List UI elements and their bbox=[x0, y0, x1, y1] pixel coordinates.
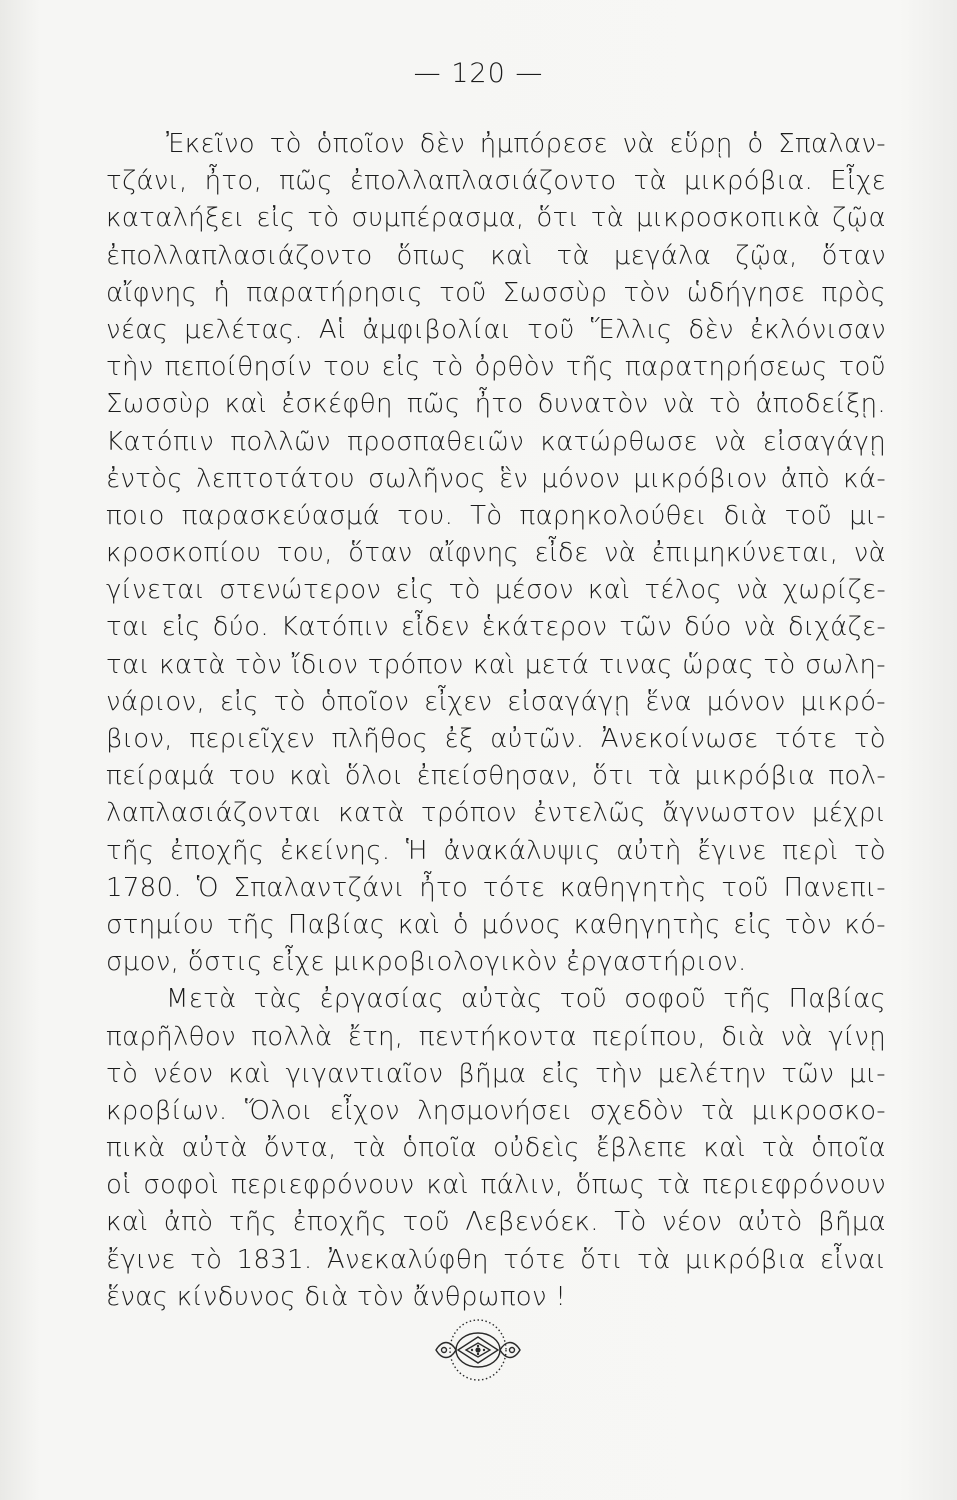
text-line: Σωσσὺρ καὶ ἐσκέφθη πῶς ἦτο δυνατὸν νὰ τὸ ἀποδείξῃ. bbox=[106, 389, 886, 420]
text-line: ἕνας κίνδυνος διὰ τὸν ἄνθρωπον ! bbox=[106, 1281, 567, 1312]
text-line: γίνεται στενώτερον εἰς τὸ μέσον καὶ τέλος νὰ χωρίζε- bbox=[106, 575, 886, 606]
text-line: πείραμά του καὶ ὅλοι ἐπείσθησαν, ὅτι τὰ μικρόβια πολ- bbox=[106, 761, 886, 792]
page-number: — 120 — bbox=[413, 58, 544, 89]
text-line: ται εἰς δύο. Κατόπιν εἶδεν ἑκάτερον τῶν δύο νὰ διχάζε- bbox=[106, 612, 886, 643]
text-line: Κατόπιν πολλῶν προσπαθειῶν κατώρθωσε νὰ εἰσαγάγῃ bbox=[106, 426, 886, 457]
text-line: 1780. Ὁ Σπαλαντζάνι ἦτο τότε καθηγητὴς τοῦ Πανεπι- bbox=[106, 872, 886, 903]
text-line: κροβίων. Ὅλοι εἶχον λησμονήσει σχεδὸν τὰ μικροσκο- bbox=[106, 1095, 886, 1126]
text-line: τὸ νέον καὶ γιγαντιαῖον βῆμα εἰς τὴν μελέτην τῶν μι- bbox=[106, 1058, 886, 1089]
text-line: ἔγινε τὸ 1831. Ἀνεκαλύφθη τότε ὅτι τὰ μικρόβια εἶναι bbox=[106, 1244, 886, 1275]
text-line: ἐντὸς λεπτοτάτου σωλῆνος ἓν μόνον μικρόβιον ἀπὸ κά- bbox=[106, 463, 886, 494]
text-line: λαπλασιάζονται κατὰ τρόπον ἐντελῶς ἄγνωστον μέχρι bbox=[106, 798, 886, 829]
text-line: κροσκοπίου του, ὅταν αἴφνης εἶδε νὰ ἐπιμηκύνεται, νὰ bbox=[106, 538, 886, 569]
text-line: τὴν πεποίθησίν του εἰς τὸ ὀρθὸν τῆς παρατηρήσεως τοῦ bbox=[106, 352, 886, 383]
text-line: Ἐκεῖνο τὸ ὁποῖον δὲν ἠμπόρεσε νὰ εὕρῃ ὁ Σπαλαν- bbox=[166, 129, 886, 159]
body-text bbox=[106, 126, 886, 1316]
text-line: αἴφνης ἡ παρατήρησις τοῦ Σωσσὺρ τὸν ὡδήγησε πρὸς bbox=[106, 277, 886, 308]
text-line: οἱ σοφοὶ περιεφρόνουν καὶ πάλιν, ὅπως τὰ περιεφρόνουν bbox=[106, 1170, 886, 1201]
text-line: νάριον, εἰς τὸ ὁποῖον εἶχεν εἰσαγάγῃ ἕνα μόνον μικρό- bbox=[106, 686, 886, 717]
text-line: σμον, ὅστις εἶχε μικροβιολογικὸν ἐργαστήριον. bbox=[106, 947, 747, 978]
text-line: ται κατὰ τὸν ἴδιον τρόπον καὶ μετά τινας ὥρας τὸ σωλη- bbox=[106, 649, 886, 680]
ornament-icon bbox=[428, 1312, 528, 1388]
text-line: νέας μελέτας. Αἱ ἀμφιβολίαι τοῦ Ἕλλις δὲν ἐκλόνισαν bbox=[106, 314, 886, 345]
text-line: στημίου τῆς Παβίας καὶ ὁ μόνος καθηγητὴς εἰς τὸν κό- bbox=[106, 909, 886, 940]
text-line: παρῆλθον πολλὰ ἔτη, πεντήκοντα περίπου, διὰ νὰ γίνῃ bbox=[106, 1021, 886, 1052]
text-line: ποιο παρασκεύασμά του. Τὸ παρηκολούθει διὰ τοῦ μι- bbox=[106, 500, 886, 531]
text-line: καταλήξει εἰς τὸ συμπέρασμα, ὅτι τὰ μικροσκοπικὰ ζῷα bbox=[106, 203, 886, 234]
text-line: βιον, περιεῖχεν πλῆθος ἐξ αὐτῶν. Ἀνεκοίνωσε τότε τὸ bbox=[106, 724, 886, 754]
text-line: τζάνι, ἦτο, πῶς ἐπολλαπλασιάζοντο τὰ μικρόβια. Εἶχε bbox=[106, 166, 886, 197]
text-line: πικὰ αὐτὰ ὄντα, τὰ ὁποῖα οὐδεὶς ἔβλεπε καὶ τὰ ὁποῖα bbox=[106, 1133, 886, 1164]
text-line: τῆς ἐποχῆς ἐκείνης. Ἡ ἀνακάλυψις αὐτὴ ἔγινε περὶ τὸ bbox=[106, 835, 886, 866]
text-line: Μετὰ τὰς ἐργασίας αὐτὰς τοῦ σοφοῦ τῆς Παβίας bbox=[166, 984, 886, 1015]
text-line: ἐπολλαπλασιάζοντο ὅπως καὶ τὰ μεγάλα ζῷα, ὅταν bbox=[106, 240, 886, 271]
text-line: καὶ ἀπὸ τῆς ἐποχῆς τοῦ Λεβενόεκ. Τὸ νέον αὐτὸ βῆμα bbox=[106, 1207, 886, 1238]
